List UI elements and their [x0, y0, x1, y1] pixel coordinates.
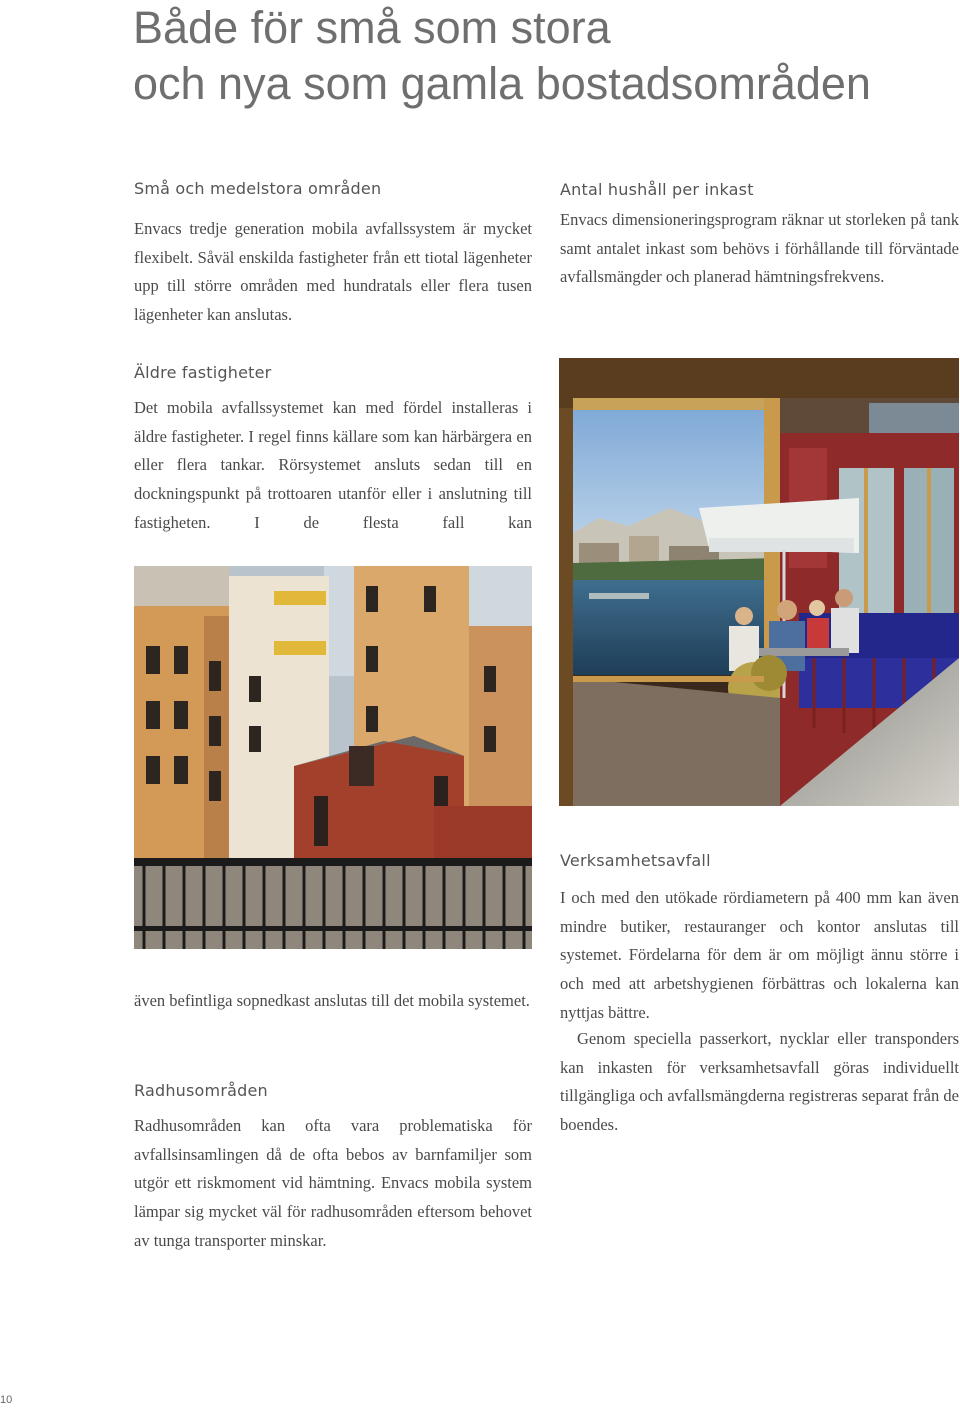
paragraph-small-medium-areas: Envacs tredje generation mobila avfallssystem är mycket flexibelt. Såväl enskilda fastigheter från ett tiotal lägenheter upp till större områden med hundratals eller flera tusen lägenheter kan anslutas. [134, 219, 532, 325]
heading-households-per-inlet: Antal hushåll per inkast [560, 180, 754, 199]
heading-older-properties: Äldre fastigheter [134, 363, 272, 382]
courtyard-buildings-photo [134, 566, 532, 949]
title-line-2: och nya som gamla bostadsområden [133, 58, 871, 109]
page-number: 10 [0, 1394, 13, 1406]
paragraph-older-properties: Det mobila avfallssystemet kan med fördel installeras i äldre fastigheter. I regel finns källare som kan härbärgera en eller flera tankar. Rörsystemet ansluts sedan till en dockningspunkt på trottoaren utanför eller i anslutning till fastigheten. I de flesta fall kan [134, 398, 532, 532]
paragraph-households-per-inlet: Envacs dimensioneringsprogram räknar ut storleken på tank samt antalet inkast som behövs i förhållande till förväntade avfallsmängder och planerad hämtningsfrekvens. [560, 210, 959, 287]
cafe-waterfront-illustration [559, 358, 959, 806]
courtyard-buildings-illustration [134, 566, 532, 949]
paragraph-business-waste-1: I och med den utökade rördiametern på 400 mm kan även mindre butiker, restauranger och kontor anslutas till systemet. Fördelarna för dem är om möjligt ännu större i och med att arbetshygienen förbättras och lokalerna kan nyttjas bättre. [560, 888, 959, 1022]
paragraph-older-properties-continued: även befintliga sopnedkast anslutas till det mobila systemet. [134, 991, 530, 1010]
paragraph-terraced-house-areas: Radhusområden kan ofta vara problematiska för avfallsinsamlingen då de ofta bebos av barnfamiljer som utgör ett riskmoment vid hämtning. Envacs mobila system lämpar sig mycket väl för radhusområden eftersom behovet av tunga transporter minskar. [134, 1116, 532, 1250]
heading-terraced-house-areas: Radhusområden [134, 1081, 268, 1100]
paragraph-business-waste-2: Genom speciella passerkort, nycklar eller transponders kan inkasten för verksamhetsavfall göras individuellt tillgängliga och avfallsmängderna registreras separat från de boendes. [560, 1029, 959, 1135]
cafe-waterfront-photo [559, 358, 959, 806]
title-line-1: Både för små som stora [133, 2, 611, 53]
page-title [133, 0, 933, 112]
heading-small-medium-areas: Små och medelstora områden [134, 179, 382, 198]
heading-business-waste: Verksamhetsavfall [560, 851, 711, 870]
